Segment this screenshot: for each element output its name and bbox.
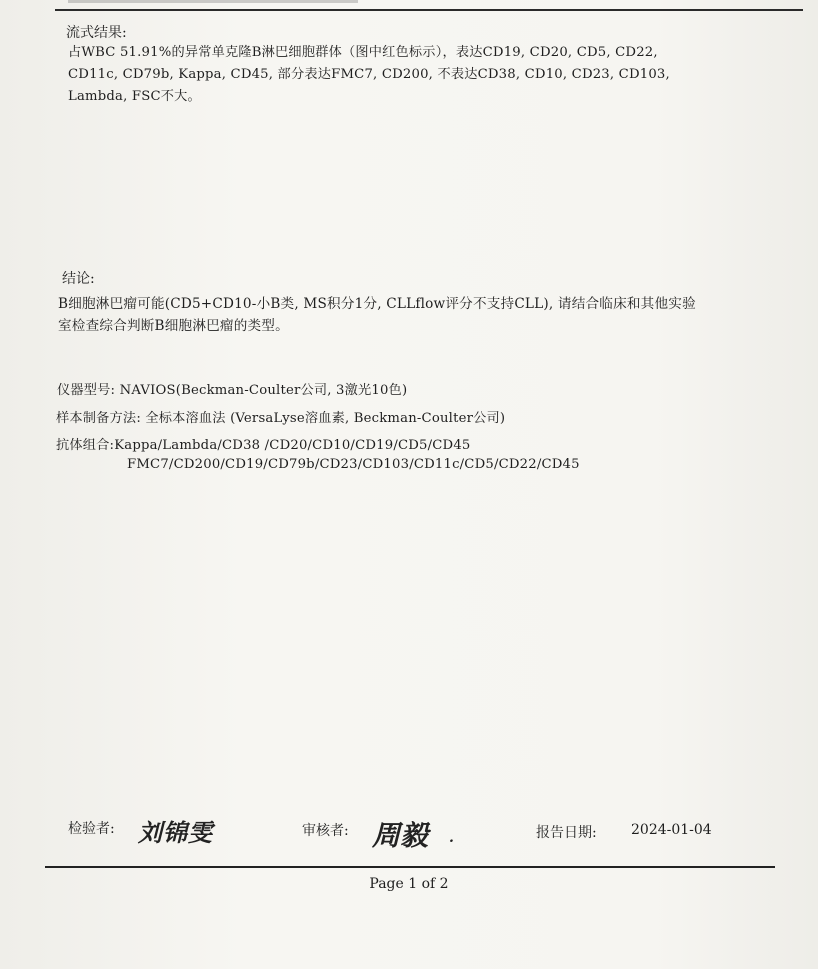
- conclusion-text: [58, 293, 696, 337]
- page-number: Page 1 of 2: [369, 876, 449, 892]
- inspector-signature: 刘锦雯: [138, 818, 213, 847]
- reviewer-signature: 周毅: [372, 819, 429, 852]
- conclusion-line: 室检查综合判断B细胞淋巴瘤的类型。: [58, 318, 289, 334]
- inspector-label: 检验者:: [68, 821, 115, 837]
- flow-result-line: CD11c, CD79b, Kappa, CD45, 部分表达FMC7, CD200, 不表达CD38, CD10, CD23, CD103,: [68, 67, 670, 82]
- flow-result-text: [68, 42, 670, 108]
- cropped-header: [68, 0, 358, 3]
- report-date-value: 2024-01-04: [631, 822, 712, 838]
- instrument-line: 仪器型号: NAVIOS(Beckman-Coulter公司, 3激光10色): [57, 383, 408, 398]
- antibody-block: [56, 436, 580, 474]
- flow-result-label: 流式结果:: [66, 25, 127, 41]
- header-rule: [55, 9, 803, 11]
- signature-dot: .: [449, 830, 454, 846]
- conclusion-label: 结论:: [62, 271, 95, 287]
- antibody-line-2: FMC7/CD200/CD19/CD79b/CD23/CD103/CD11c/CD5/CD22/CD45: [127, 457, 580, 472]
- antibody-line-1: Kappa/Lambda/CD38 /CD20/CD10/CD19/CD5/CD45: [114, 438, 471, 453]
- report-date-label: 报告日期:: [536, 825, 597, 841]
- sample-prep-line: 样本制备方法: 全标本溶血法 (VersaLyse溶血素, Beckman-Coulter公司): [56, 411, 506, 426]
- flow-result-line: 占WBC 51.91%的异常单克隆B淋巴细胞群体（图中红色标示），表达CD19, CD20, CD5, CD22,: [68, 45, 658, 60]
- flow-result-line: Lambda, FSC不大。: [68, 89, 201, 104]
- conclusion-line: B细胞淋巴瘤可能(CD5+CD10-小B类, MS积分1分, CLLflow评分不支持CLL), 请结合临床和其他实验: [58, 296, 696, 312]
- antibody-label: 抗体组合:: [56, 438, 115, 453]
- reviewer-label: 审核者:: [302, 823, 349, 839]
- footer-rule: [45, 866, 775, 868]
